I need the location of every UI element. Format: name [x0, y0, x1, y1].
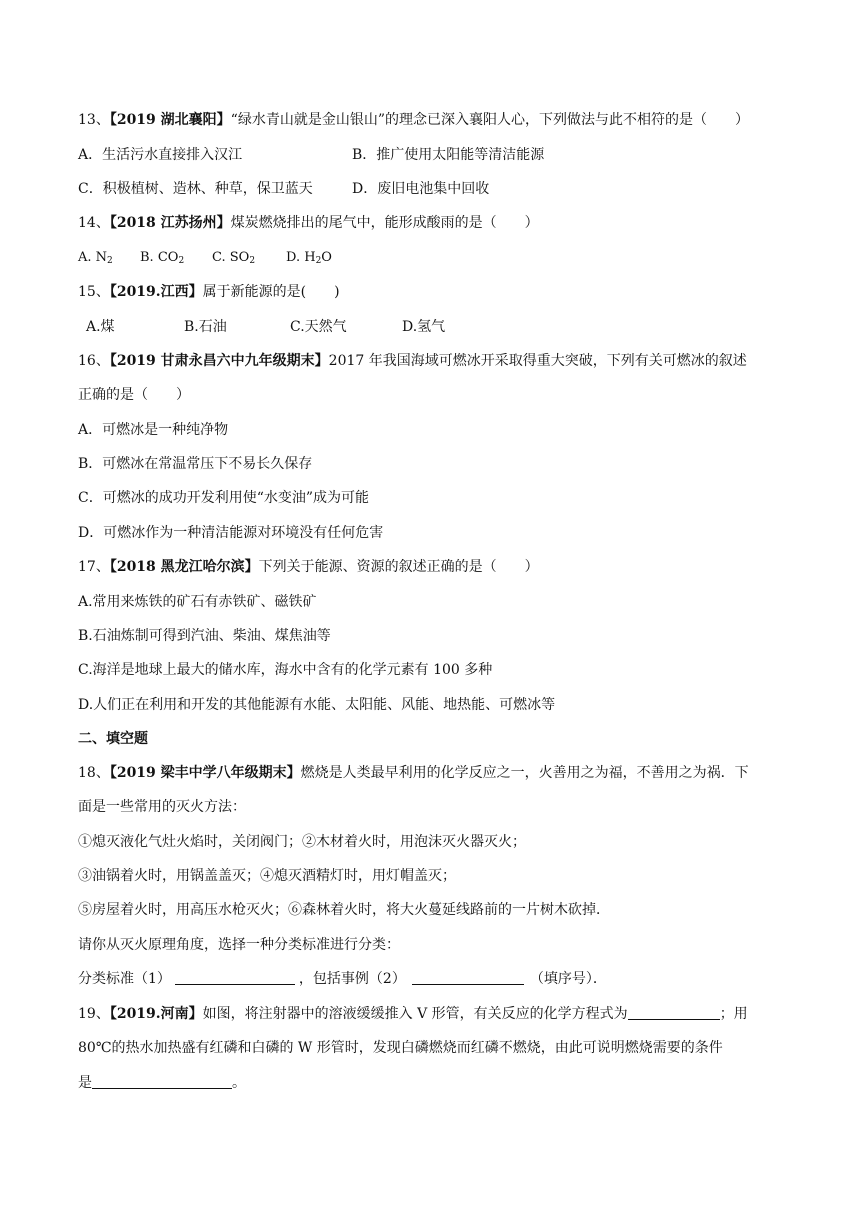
question-number: 17、	[78, 559, 110, 575]
question-source-tag: 【2019.河南】	[109, 1006, 203, 1022]
option-b: B．可燃冰在常温常压下不易长久保存	[78, 456, 313, 472]
option-b: B.石油炼制可得到汽油、柴油、煤焦油等	[78, 628, 331, 644]
option-b: B．推广使用太阳能等清洁能源	[352, 147, 545, 163]
question-text: 下列关于能源、资源的叙述正确的是（ ）	[258, 559, 539, 575]
option-d: D．废旧电池集中回收	[352, 181, 490, 197]
question-15-stem	[78, 282, 340, 302]
option-a: A.常用来炼铁的矿石有赤铁矿、磁铁矿	[78, 594, 317, 610]
method-list-line: ①熄灭液化气灶火焰时，关闭阀门；②木材着火时，用泡沫灭火器灭火；	[78, 834, 526, 850]
question-number: 14、	[78, 215, 110, 231]
question-16-stem-cont: 正确的是（ ）	[78, 387, 190, 403]
option-d: D.氢气	[402, 319, 446, 335]
question-number: 13、	[78, 112, 110, 128]
option-c: C.天然气	[290, 319, 347, 335]
option-a: A．生活污水直接排入汉江	[78, 147, 243, 163]
question-source-tag: 【2019 甘肃永昌六中九年级期末】	[109, 353, 329, 369]
fill-in-line: 分类标准（1） ，包括事例（2） （填序号）．	[78, 971, 607, 987]
answer-blank-condition[interactable]	[92, 1074, 232, 1089]
question-text: 属于新能源的是( )	[202, 284, 340, 300]
question-source-tag: 【2019.江西】	[109, 284, 203, 300]
method-list-line: ⑤房屋着火时，用高压水枪灭火；⑥森林着火时，将大火蔓延线路前的一片树木砍掉．	[78, 902, 610, 918]
question-18-stem-cont: 面是一些常用的灭火方法：	[78, 799, 246, 815]
answer-blank-2[interactable]	[412, 970, 524, 985]
option-c: C.海洋是地球上最大的储水库，海水中含有的化学元素有 100 多种	[78, 662, 493, 678]
method-list-line: ③油锅着火时，用锅盖盖灭；④熄灭酒精灯时，用灯帽盖灭；	[78, 868, 456, 884]
question-source-tag: 【2019 梁丰中学八年级期末】	[109, 765, 301, 781]
section-heading: 二、填空题	[78, 731, 148, 747]
question-14-stem	[78, 213, 539, 233]
question-text: 如图，将注射器中的溶液缓缓推入 V 形管，有关反应的化学方程式为	[202, 1006, 628, 1022]
option-c: C．积极植树、造林、种草，保卫蓝天	[78, 181, 313, 197]
question-source-tag: 【2018 黑龙江哈尔滨】	[109, 559, 259, 575]
option-b: B.石油	[184, 319, 227, 335]
option-c: C. $SO_2$	[212, 250, 256, 266]
option-a: A.煤	[86, 319, 115, 335]
question-source-tag: 【2018 江苏扬州】	[109, 215, 231, 231]
question-number: 15、	[78, 284, 110, 300]
question-18-stem	[78, 763, 749, 783]
question-text: 燃烧是人类最早利用的化学反应之一，火善用之为福，不善用之为祸．下	[300, 765, 749, 781]
option-b: B. $CO_2$	[140, 250, 185, 266]
question-13-stem	[78, 110, 749, 130]
option-a: A．可燃冰是一种纯净物	[78, 422, 229, 438]
option-a: A. $N_2$	[78, 250, 113, 266]
question-19-stem-cont: 80℃的热水加热盛有红磷和白磷的 W 形管时，发现白磷燃烧而红磷不燃烧，由此可说明燃烧需要的条件	[78, 1040, 723, 1056]
question-number: 16、	[78, 353, 110, 369]
question-19-stem-end: 是 。	[78, 1075, 246, 1091]
option-c: C．可燃冰的成功开发利用使“水变油”成为可能	[78, 490, 370, 506]
question-number: 18、	[78, 765, 110, 781]
option-d: D.人们正在利用和开发的其他能源有水能、太阳能、风能、地热能、可燃冰等	[78, 697, 556, 713]
question-number: 19、	[78, 1006, 110, 1022]
question-text: 2017 年我国海域可燃冰开采取得重大突破，下列有关可燃冰的叙述	[328, 353, 747, 369]
option-d: D．可燃冰作为一种清洁能源对环境没有任何危害	[78, 525, 384, 541]
question-19-stem: 19、【2019.河南】如图，将注射器中的溶液缓缓推入 V 形管，有关反应的化学方程式为 ；用	[78, 1006, 748, 1022]
instruction-line: 请你从灭火原理角度，选择一种分类标准进行分类：	[78, 937, 400, 953]
option-d: D. $H_2O$	[286, 250, 332, 266]
answer-blank-equation[interactable]	[628, 1005, 720, 1020]
question-16-stem	[78, 351, 747, 371]
question-17-stem	[78, 557, 539, 577]
question-source-tag: 【2019 湖北襄阳】	[109, 112, 231, 128]
answer-blank-1[interactable]	[175, 970, 295, 985]
question-text: 煤炭燃烧排出的尾气中，能形成酸雨的是（ ）	[230, 215, 539, 231]
question-text: “绿水青山就是金山银山”的理念已深入襄阳人心，下列做法与此不相符的是（ ）	[230, 112, 749, 128]
